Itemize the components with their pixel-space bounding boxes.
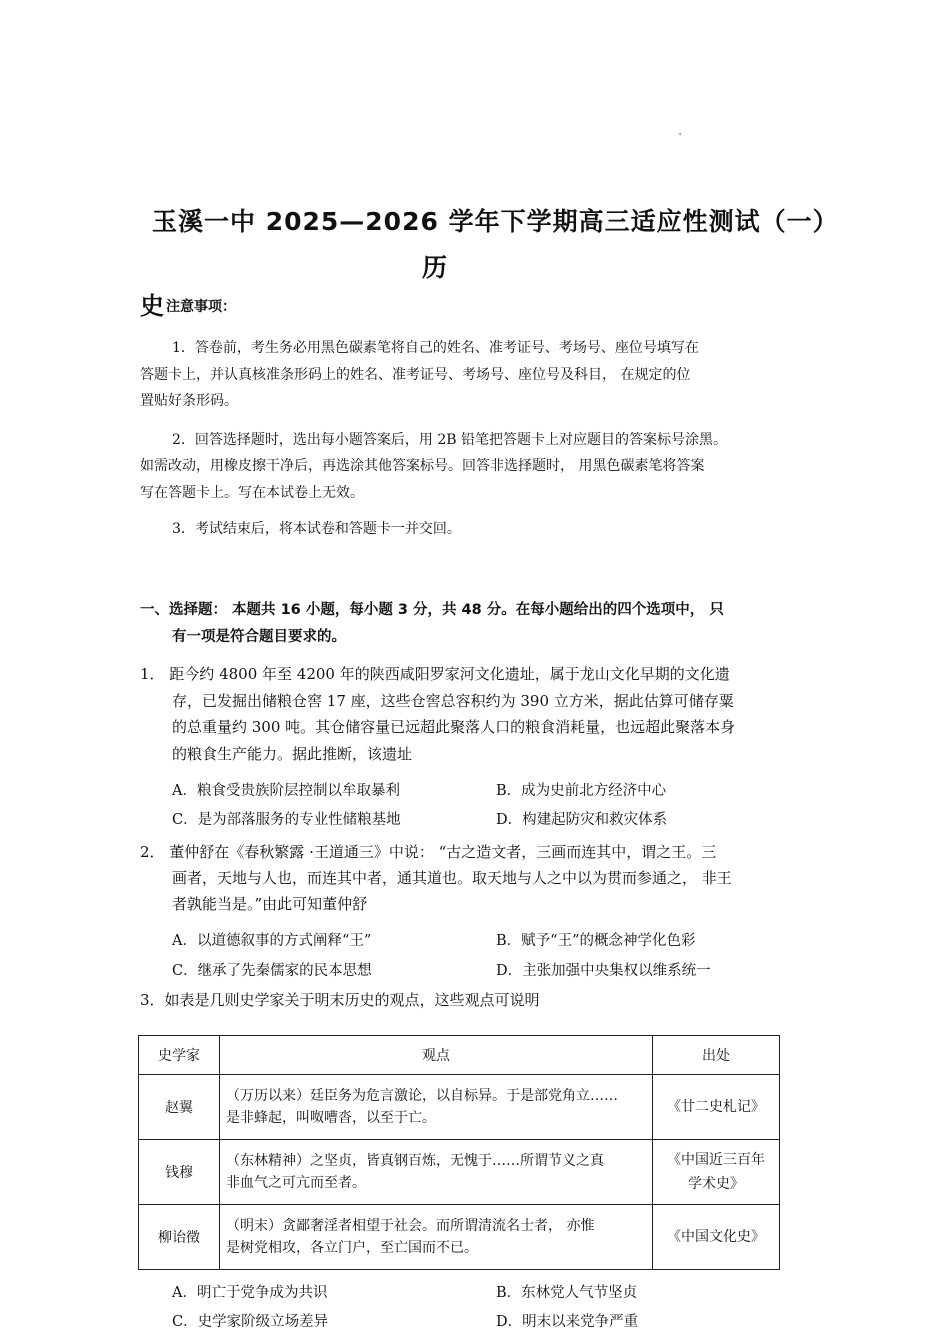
notice-line: 如需改动，用橡皮擦干净后，再选涂其他答案标号。回答非选择题时， 用黑色碳素笔将答案 [140, 458, 705, 474]
table-cell-historian: 柳诒徵 [139, 1205, 220, 1270]
question-2-line: 者孰能当是。”由此可知董仲舒 [172, 895, 368, 913]
question-1-line: 存，已发掘出储粮仓窖 17 座，这些仓窖总容积约为 390 立方米，据此估算可储存粟 [172, 692, 734, 710]
question-2-line: 画者，天地与人也，而连其中者，通其道也。取天地与人之中以为贯而参通之， 非王 [172, 869, 732, 887]
historians-table [138, 1035, 780, 1270]
notice-line: 写在答题卡上。写在本试卷上无效。 [140, 485, 364, 501]
view-line: （明末）贪鄙奢淫者相望于社会。而所谓清流名士者， 亦惟 [226, 1218, 595, 1234]
notice-line: 答题卡上，并认真核准条形码上的姓名、准考证号、考场号、座位号及科目， 在规定的位 [140, 367, 691, 383]
table-header-row [139, 1036, 780, 1075]
table-header-historian: 史学家 [139, 1036, 220, 1075]
page-title: 玉溪一中 2025—2026 学年下学期高三适应性测试（一） [152, 207, 839, 236]
notice-line: 1．答卷前，考生务必用黑色碳素笔将自己的姓名、准考证号、考场号、座位号填写在 [172, 340, 699, 356]
question-3-option-c[interactable]: C．史学家阶级立场差异 [172, 1314, 329, 1330]
question-1-option-d[interactable]: D．构建起防灾和救灾体系 [496, 812, 668, 828]
table-cell-view [220, 1205, 653, 1270]
section-heading-cont: 有一项是符合题目要求的。 [172, 629, 346, 645]
table-header-view: 观点 [220, 1036, 653, 1075]
source-line: 《廿二史札记》 [667, 1099, 765, 1115]
section-heading: 一、选择题： 本题共 16 小题，每小题 3 分，共 48 分。在每小题给出的四个选项中， 只 [140, 602, 724, 618]
question-3-option-b[interactable]: B．东林党人气节坚贞 [496, 1285, 638, 1301]
question-1-option-b[interactable]: B．成为史前北方经济中心 [496, 783, 667, 799]
question-3-line: 3．如表是几则史学家关于明末历史的观点，这些观点可说明 [140, 991, 540, 1009]
question-3-option-d[interactable]: D．明末以来党争严重 [496, 1314, 639, 1330]
question-1-option-c[interactable]: C．是为部落服务的专业性储粮基地 [172, 812, 401, 828]
view-line: 是非蜂起，叫呶嘈沓，以至于亡。 [226, 1110, 436, 1126]
question-2-line: 2． 董仲舒在《春秋繁露 ·王道通三》中说： “古之造文者，三画而连其中，谓之王。三 [140, 843, 717, 861]
table-cell-historian: 钱穆 [139, 1140, 220, 1205]
view-line: （东林精神）之坚贞，皆真钢百炼，无愧于……所谓节义之真 [226, 1153, 604, 1169]
question-1-line: 的总重量约 300 吨。其仓储容量已远超此聚落人口的粮食消耗量，也远超此聚落本身 [172, 718, 736, 736]
table-row [139, 1205, 780, 1270]
table-row [139, 1075, 780, 1140]
table-cell-view [220, 1075, 653, 1140]
subject-title-char-2: 史 [140, 292, 164, 320]
notice-line: 2．回答选择题时，选出每小题答案后，用 2B 铅笔把答题卡上对应题目的答案标号涂黑。 [172, 432, 728, 448]
question-2-option-a[interactable]: A．以道德叙事的方式阐释“王” [172, 933, 372, 949]
stray-mark: " [678, 132, 682, 141]
question-2-option-b[interactable]: B．赋予“王”的概念神学化色彩 [496, 933, 696, 949]
notice-line: 3．考试结束后，将本试卷和答题卡一并交回。 [172, 521, 461, 537]
table-cell-view [220, 1140, 653, 1205]
notice-line: 置贴好条形码。 [140, 393, 238, 409]
subject-title-char-1: 历 [422, 253, 448, 282]
table-cell-historian: 赵翼 [139, 1075, 220, 1140]
question-2-option-c[interactable]: C．继承了先秦儒家的民本思想 [172, 963, 372, 979]
source-line: 《中国文化史》 [667, 1229, 765, 1245]
question-3-option-a[interactable]: A．明亡于党争成为共识 [172, 1285, 328, 1301]
view-line: 是树党相攻，各立门户，至亡国而不已。 [226, 1240, 478, 1256]
source-line: 《中国近三百年 [667, 1152, 765, 1168]
view-line: 非血气之可亢而至者。 [226, 1175, 366, 1191]
question-1-option-a[interactable]: A．粮食受贵族阶层控制以牟取暴利 [172, 783, 400, 799]
notice-heading: 注意事项： [166, 299, 236, 315]
source-line: 学术史》 [688, 1176, 744, 1192]
table-cell-source [653, 1075, 780, 1140]
question-1-line: 的粮食生产能力。据此推断，该遗址 [172, 745, 413, 763]
table-cell-source [653, 1205, 780, 1270]
question-2-option-d[interactable]: D．主张加强中央集权以维系统一 [496, 963, 711, 979]
table-row [139, 1140, 780, 1205]
table-header-source: 出处 [653, 1036, 780, 1075]
table-cell-source [653, 1140, 780, 1205]
view-line: （万历以来）廷臣务为危言激论，以自标异。于是部党角立…… [226, 1088, 618, 1104]
question-1-line: 1． 距今约 4800 年至 4200 年的陕西咸阳罗家河文化遗址，属于龙山文化早期的文化遗 [140, 665, 730, 683]
